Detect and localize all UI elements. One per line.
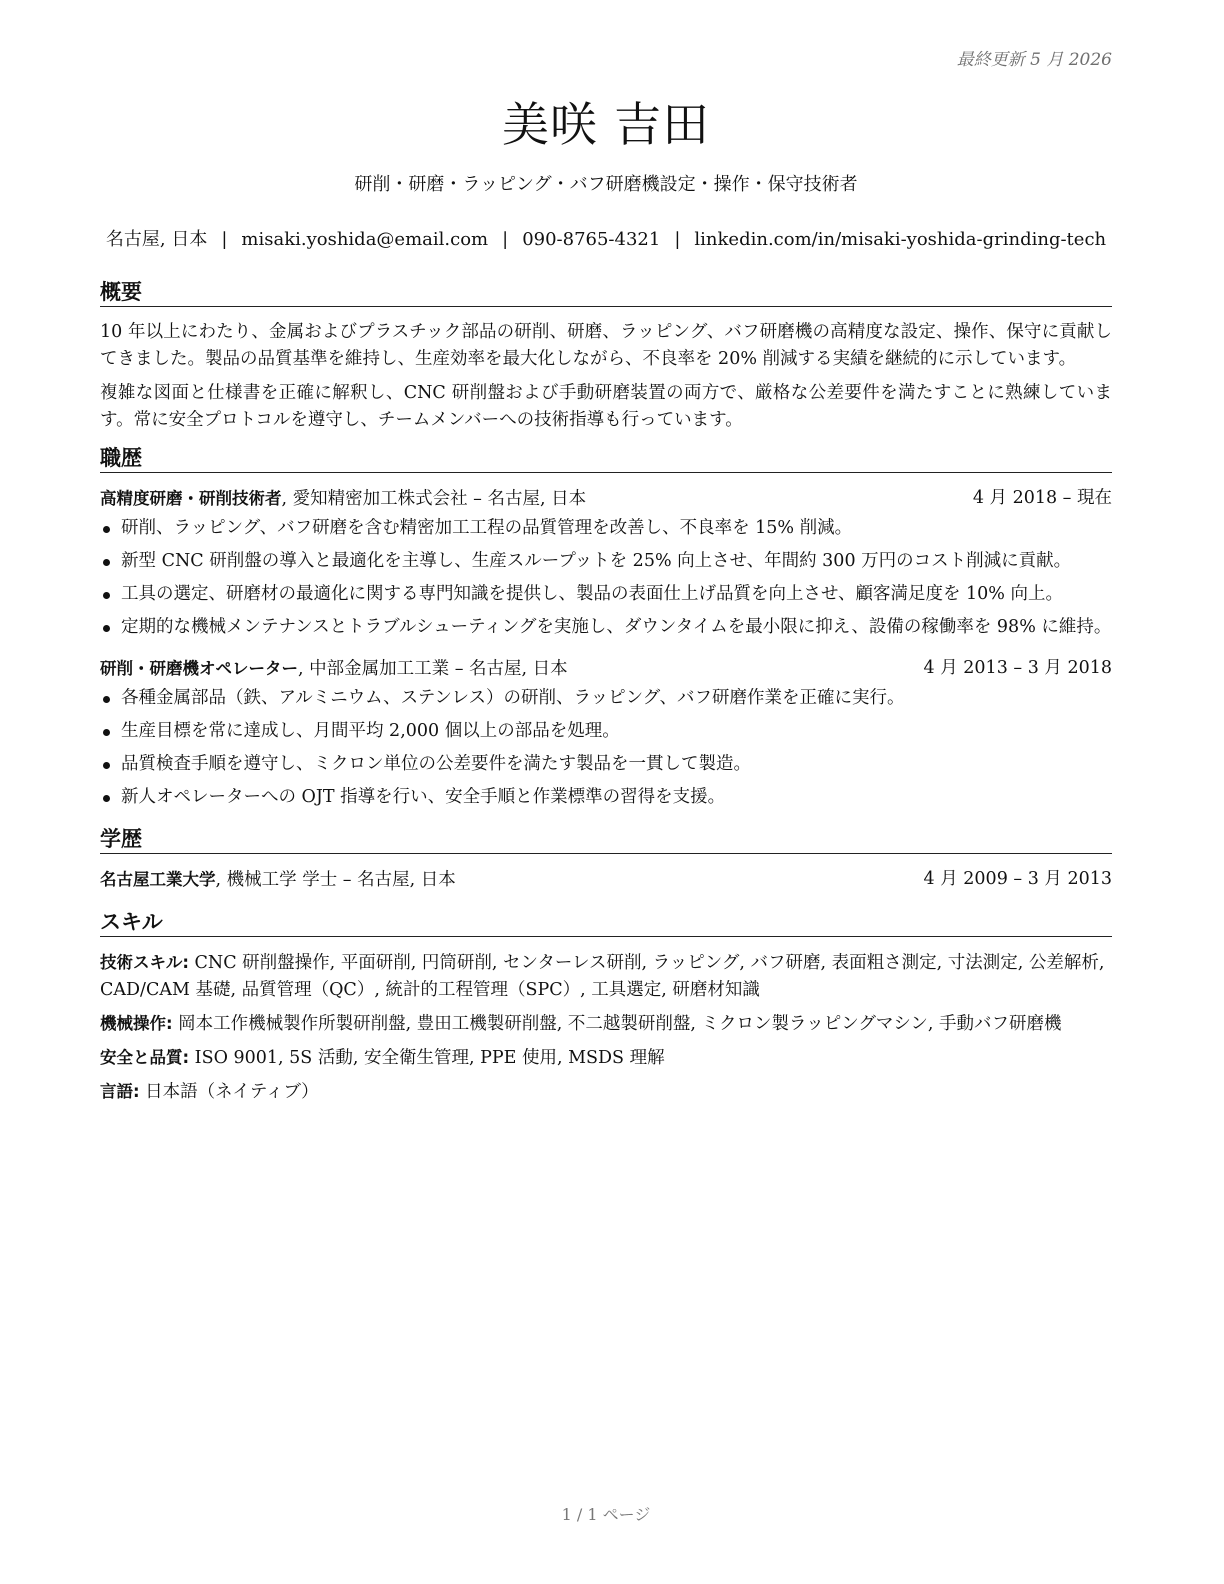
bullet-item — [100, 581, 1112, 608]
bullet-text: 品質検査手順を遵守し、ミクロン単位の公差要件を満たす製品を一貫して製造。 — [121, 754, 751, 774]
resume-page — [100, 0, 1112, 1584]
bullet-icon — [103, 795, 110, 802]
job-organization: , 愛知精密加工株式会社 – 名古屋, 日本 — [281, 489, 587, 509]
contact-location: 名古屋, 日本 — [105, 229, 208, 250]
education-school: 名古屋工業大学 — [100, 870, 216, 889]
contact-linkedin[interactable]: linkedin.com/in/misaki-yoshida-grinding-tech — [694, 229, 1107, 250]
job-bullets — [100, 685, 1112, 811]
bullet-item — [100, 515, 1112, 542]
job-dates: 4 月 2018 – 現在 — [972, 488, 1112, 508]
candidate-name: 美咲 吉田 — [502, 98, 710, 153]
professional-tagline: 研削・研磨・ラッピング・バフ研磨機設定・操作・保守技術者 — [354, 174, 858, 195]
job-entry — [100, 485, 1112, 641]
job-bullets — [100, 515, 1112, 641]
bullet-icon — [103, 696, 110, 703]
contact-separator: | — [502, 229, 509, 250]
education-entry — [100, 866, 1112, 894]
bullet-item — [100, 685, 1112, 712]
bullet-icon — [103, 559, 110, 566]
skill-label: 技術スキル: — [100, 953, 189, 972]
bullet-item — [100, 718, 1112, 745]
job-entry — [100, 655, 1112, 811]
bullet-item — [100, 614, 1112, 641]
skill-label: 安全と品質: — [100, 1048, 190, 1067]
skill-value: 日本語（ネイティブ） — [139, 1082, 319, 1102]
contact-separator: | — [221, 229, 228, 250]
bullet-icon — [103, 526, 110, 533]
skill-row — [100, 949, 1112, 1004]
job-title-line — [100, 655, 568, 683]
section-title-summary: 概要 — [100, 278, 1112, 307]
page-number: 1 / 1 ページ — [561, 1505, 651, 1524]
job-role: 高精度研磨・研削技術者 — [100, 489, 282, 508]
bullet-item — [100, 784, 1112, 811]
section-title-experience: 職歴 — [100, 444, 1112, 473]
bullet-text: 研削、ラッピング、バフ研磨を含む精密加工工程の品質管理を改善し、不良率を 15% 削減。 — [121, 518, 853, 538]
job-header — [100, 655, 1112, 683]
job-title-line — [100, 485, 586, 513]
skills-section — [100, 908, 1112, 1106]
contact-phone[interactable]: 090-8765-4321 — [522, 229, 661, 250]
skill-label: 言語: — [100, 1082, 140, 1101]
contact-email[interactable]: misaki.yoshida@email.com — [241, 229, 489, 250]
last-updated: 最終更新 5 月 2026 — [956, 50, 1112, 70]
bullet-item — [100, 751, 1112, 778]
skill-row — [100, 1044, 1112, 1072]
job-header — [100, 485, 1112, 513]
bullet-text: 各種金属部品（鉄、アルミニウム、ステンレス）の研削、ラッピング、バフ研磨作業を正確に実行。 — [121, 688, 905, 708]
resume-body — [100, 278, 1112, 1116]
job-organization: , 中部金属加工工業 – 名古屋, 日本 — [298, 659, 568, 679]
skill-value: ISO 9001, 5S 活動, 安全衛生管理, PPE 使用, MSDS 理解 — [189, 1048, 665, 1068]
bullet-text: 新人オペレーターへの OJT 指導を行い、安全手順と作業標準の習得を支援。 — [121, 787, 726, 807]
contact-separator: | — [674, 229, 681, 250]
bullet-text: 生産目標を常に達成し、月間平均 2,000 個以上の部品を処理。 — [121, 721, 620, 741]
job-dates: 4 月 2013 – 3 月 2018 — [923, 658, 1112, 678]
education-detail: , 機械工学 学士 – 名古屋, 日本 — [215, 870, 456, 890]
section-title-skills: スキル — [100, 908, 1112, 937]
bullet-item — [100, 548, 1112, 575]
experience-section — [100, 444, 1112, 811]
bullet-icon — [103, 625, 110, 632]
skill-row — [100, 1010, 1112, 1038]
section-title-education: 学歴 — [100, 825, 1112, 854]
skill-row — [100, 1078, 1112, 1106]
skill-label: 機械操作: — [100, 1014, 173, 1033]
summary-paragraph: 複雑な図面と仕様書を正確に解釈し、CNC 研削盤および手動研磨装置の両方で、厳格な公差要件を満たすことに熟練しています。常に安全プロトコルを遵守し、チームメンバーへの技術指導も行っています。 — [100, 383, 1112, 430]
bullet-text: 新型 CNC 研削盤の導入と最適化を主導し、生産スループットを 25% 向上させ、年間約 300 万円のコスト削減に貢献。 — [121, 551, 1072, 571]
education-dates: 4 月 2009 – 3 月 2013 — [923, 869, 1112, 889]
bullet-icon — [103, 729, 110, 736]
job-role: 研削・研磨機オペレーター — [100, 659, 298, 678]
skill-value: CNC 研削盤操作, 平面研削, 円筒研削, センターレス研削, ラッピング, バフ研磨, 表面粗さ測定, 寸法測定, 公差解析, CAD/CAM 基礎, 品質管理（QC）, 統計的工程管理（SPC）, 工具選定, 研磨材知識 — [100, 953, 1105, 1000]
bullet-text: 定期的な機械メンテナンスとトラブルシューティングを実施し、ダウンタイムを最小限に抑え、設備の稼働率を 98% に維持。 — [121, 617, 1112, 637]
contact-line — [100, 225, 1112, 251]
bullet-text: 工具の選定、研磨材の最適化に関する専門知識を提供し、製品の表面仕上げ品質を向上させ、顧客満足度を 10% 向上。 — [121, 584, 1063, 604]
education-title-line — [100, 866, 456, 894]
education-section — [100, 825, 1112, 894]
skill-value: 岡本工作機械製作所製研削盤, 豊田工機製研削盤, 不二越製研削盤, ミクロン製ラッピングマシン, 手動バフ研磨機 — [172, 1014, 1062, 1034]
bullet-icon — [103, 592, 110, 599]
bullet-icon — [103, 762, 110, 769]
summary-section — [100, 278, 1112, 434]
summary-paragraph: 10 年以上にわたり、金属およびプラスチック部品の研削、研磨、ラッピング、バフ研磨機の高精度な設定、操作、保守に貢献してきました。製品の品質基準を維持し、生産効率を最大化しながら、不良率を 20% 削減する実績を継続的に示しています。 — [100, 322, 1112, 369]
